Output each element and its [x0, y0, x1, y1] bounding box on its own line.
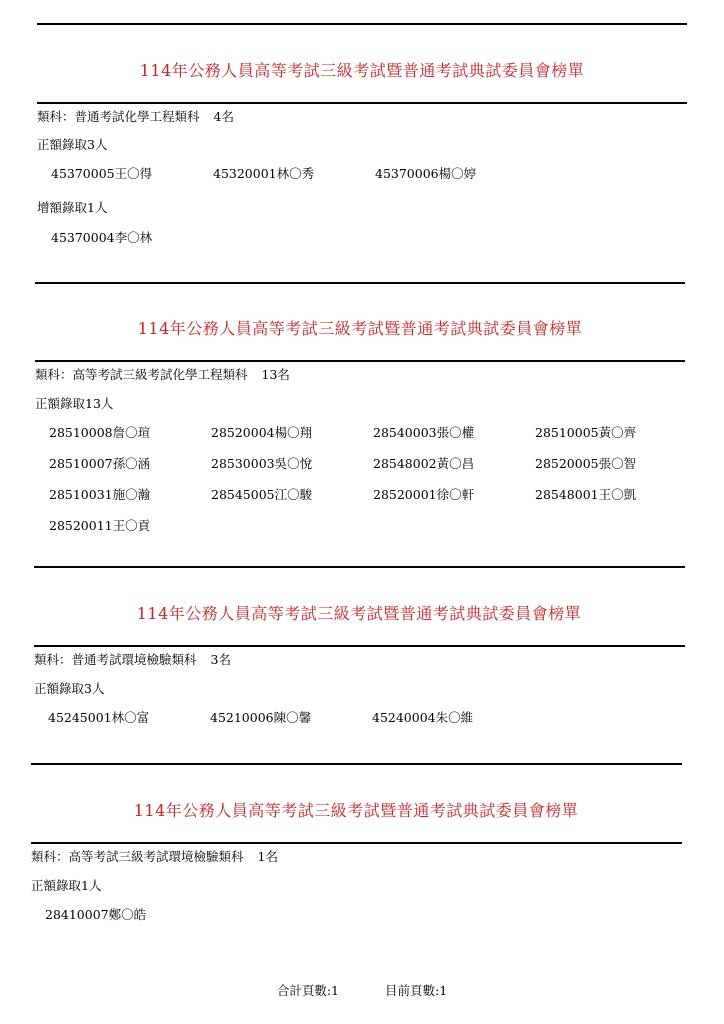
- list-item: 28540003張〇權: [373, 425, 475, 440]
- category-line: [34, 650, 231, 668]
- category-label: 類科：高等考試三級考試環境檢驗類科: [31, 849, 244, 864]
- category-line: [35, 365, 290, 383]
- list-item: 28510031施〇瀚: [49, 487, 151, 502]
- list-item: 28530003吳〇悅: [211, 456, 313, 471]
- section-header-rule: [31, 842, 682, 844]
- section-title: 114年公務人員高等考試三級考試暨普通考試典試委員會榜單: [139, 61, 585, 80]
- category-line: [31, 847, 278, 865]
- list-item: 28520001徐〇軒: [373, 487, 475, 502]
- group-label-additional: 增額錄取1人: [37, 200, 108, 215]
- list-item: 45370005王〇得: [51, 166, 153, 181]
- section-top-rule: [35, 282, 685, 284]
- section-top-rule: [34, 566, 685, 568]
- section-title: 114年公務人員高等考試三級考試暨普通考試典試委員會榜單: [137, 319, 583, 338]
- list-item: 28410007鄭〇皓: [45, 907, 147, 922]
- list-item: 28548001王〇凱: [535, 487, 637, 502]
- list-item: 45245001林〇富: [48, 710, 150, 725]
- list-item: 45370004李〇林: [51, 230, 153, 245]
- list-item: 45210006陳〇馨: [210, 710, 312, 725]
- page-footer: [0, 981, 724, 999]
- group-label-regular: 正額錄取1人: [31, 878, 102, 893]
- list-item: 45240004朱〇維: [372, 710, 474, 725]
- category-label: 類科：普通考試環境檢驗類科: [34, 652, 197, 667]
- section-title: 114年公務人員高等考試三級考試暨普通考試典試委員會榜單: [133, 801, 579, 820]
- category-count: 3名: [210, 652, 231, 667]
- list-item: 28510008詹〇瑄: [49, 425, 151, 440]
- group-label-regular: 正額錄取13人: [35, 396, 114, 411]
- group-label-regular: 正額錄取3人: [34, 681, 105, 696]
- list-item: 28510005黃〇齊: [535, 425, 637, 440]
- group-label-regular: 正額錄取3人: [37, 137, 108, 152]
- category-count: 1名: [257, 849, 278, 864]
- current-page-label: 目前頁數:1: [385, 983, 448, 998]
- section-header-rule: [34, 645, 685, 647]
- total-pages-label: 合計頁數:1: [276, 983, 339, 998]
- category-label: 類科：普通考試化學工程類科: [37, 109, 200, 124]
- list-item: 28548002黃〇昌: [373, 456, 475, 471]
- section-top-rule: [37, 23, 687, 25]
- section-header-rule: [35, 360, 685, 362]
- list-item: 28520005張〇智: [535, 456, 637, 471]
- list-item: 45320001林〇秀: [213, 166, 315, 181]
- list-item: 45370006楊〇婷: [375, 166, 477, 181]
- list-item: 28510007孫〇涵: [49, 456, 151, 471]
- category-count: 4名: [213, 109, 234, 124]
- category-line: [37, 107, 234, 125]
- list-item: 28520011王〇貢: [49, 518, 151, 533]
- category-label: 類科：高等考試三級考試化學工程類科: [35, 367, 248, 382]
- category-count: 13名: [261, 367, 290, 382]
- list-item: 28545005江〇駿: [211, 487, 313, 502]
- section-top-rule: [31, 763, 682, 765]
- section-title: 114年公務人員高等考試三級考試暨普通考試典試委員會榜單: [136, 604, 582, 623]
- list-item: 28520004楊〇翔: [211, 425, 313, 440]
- section-header-rule: [37, 102, 687, 104]
